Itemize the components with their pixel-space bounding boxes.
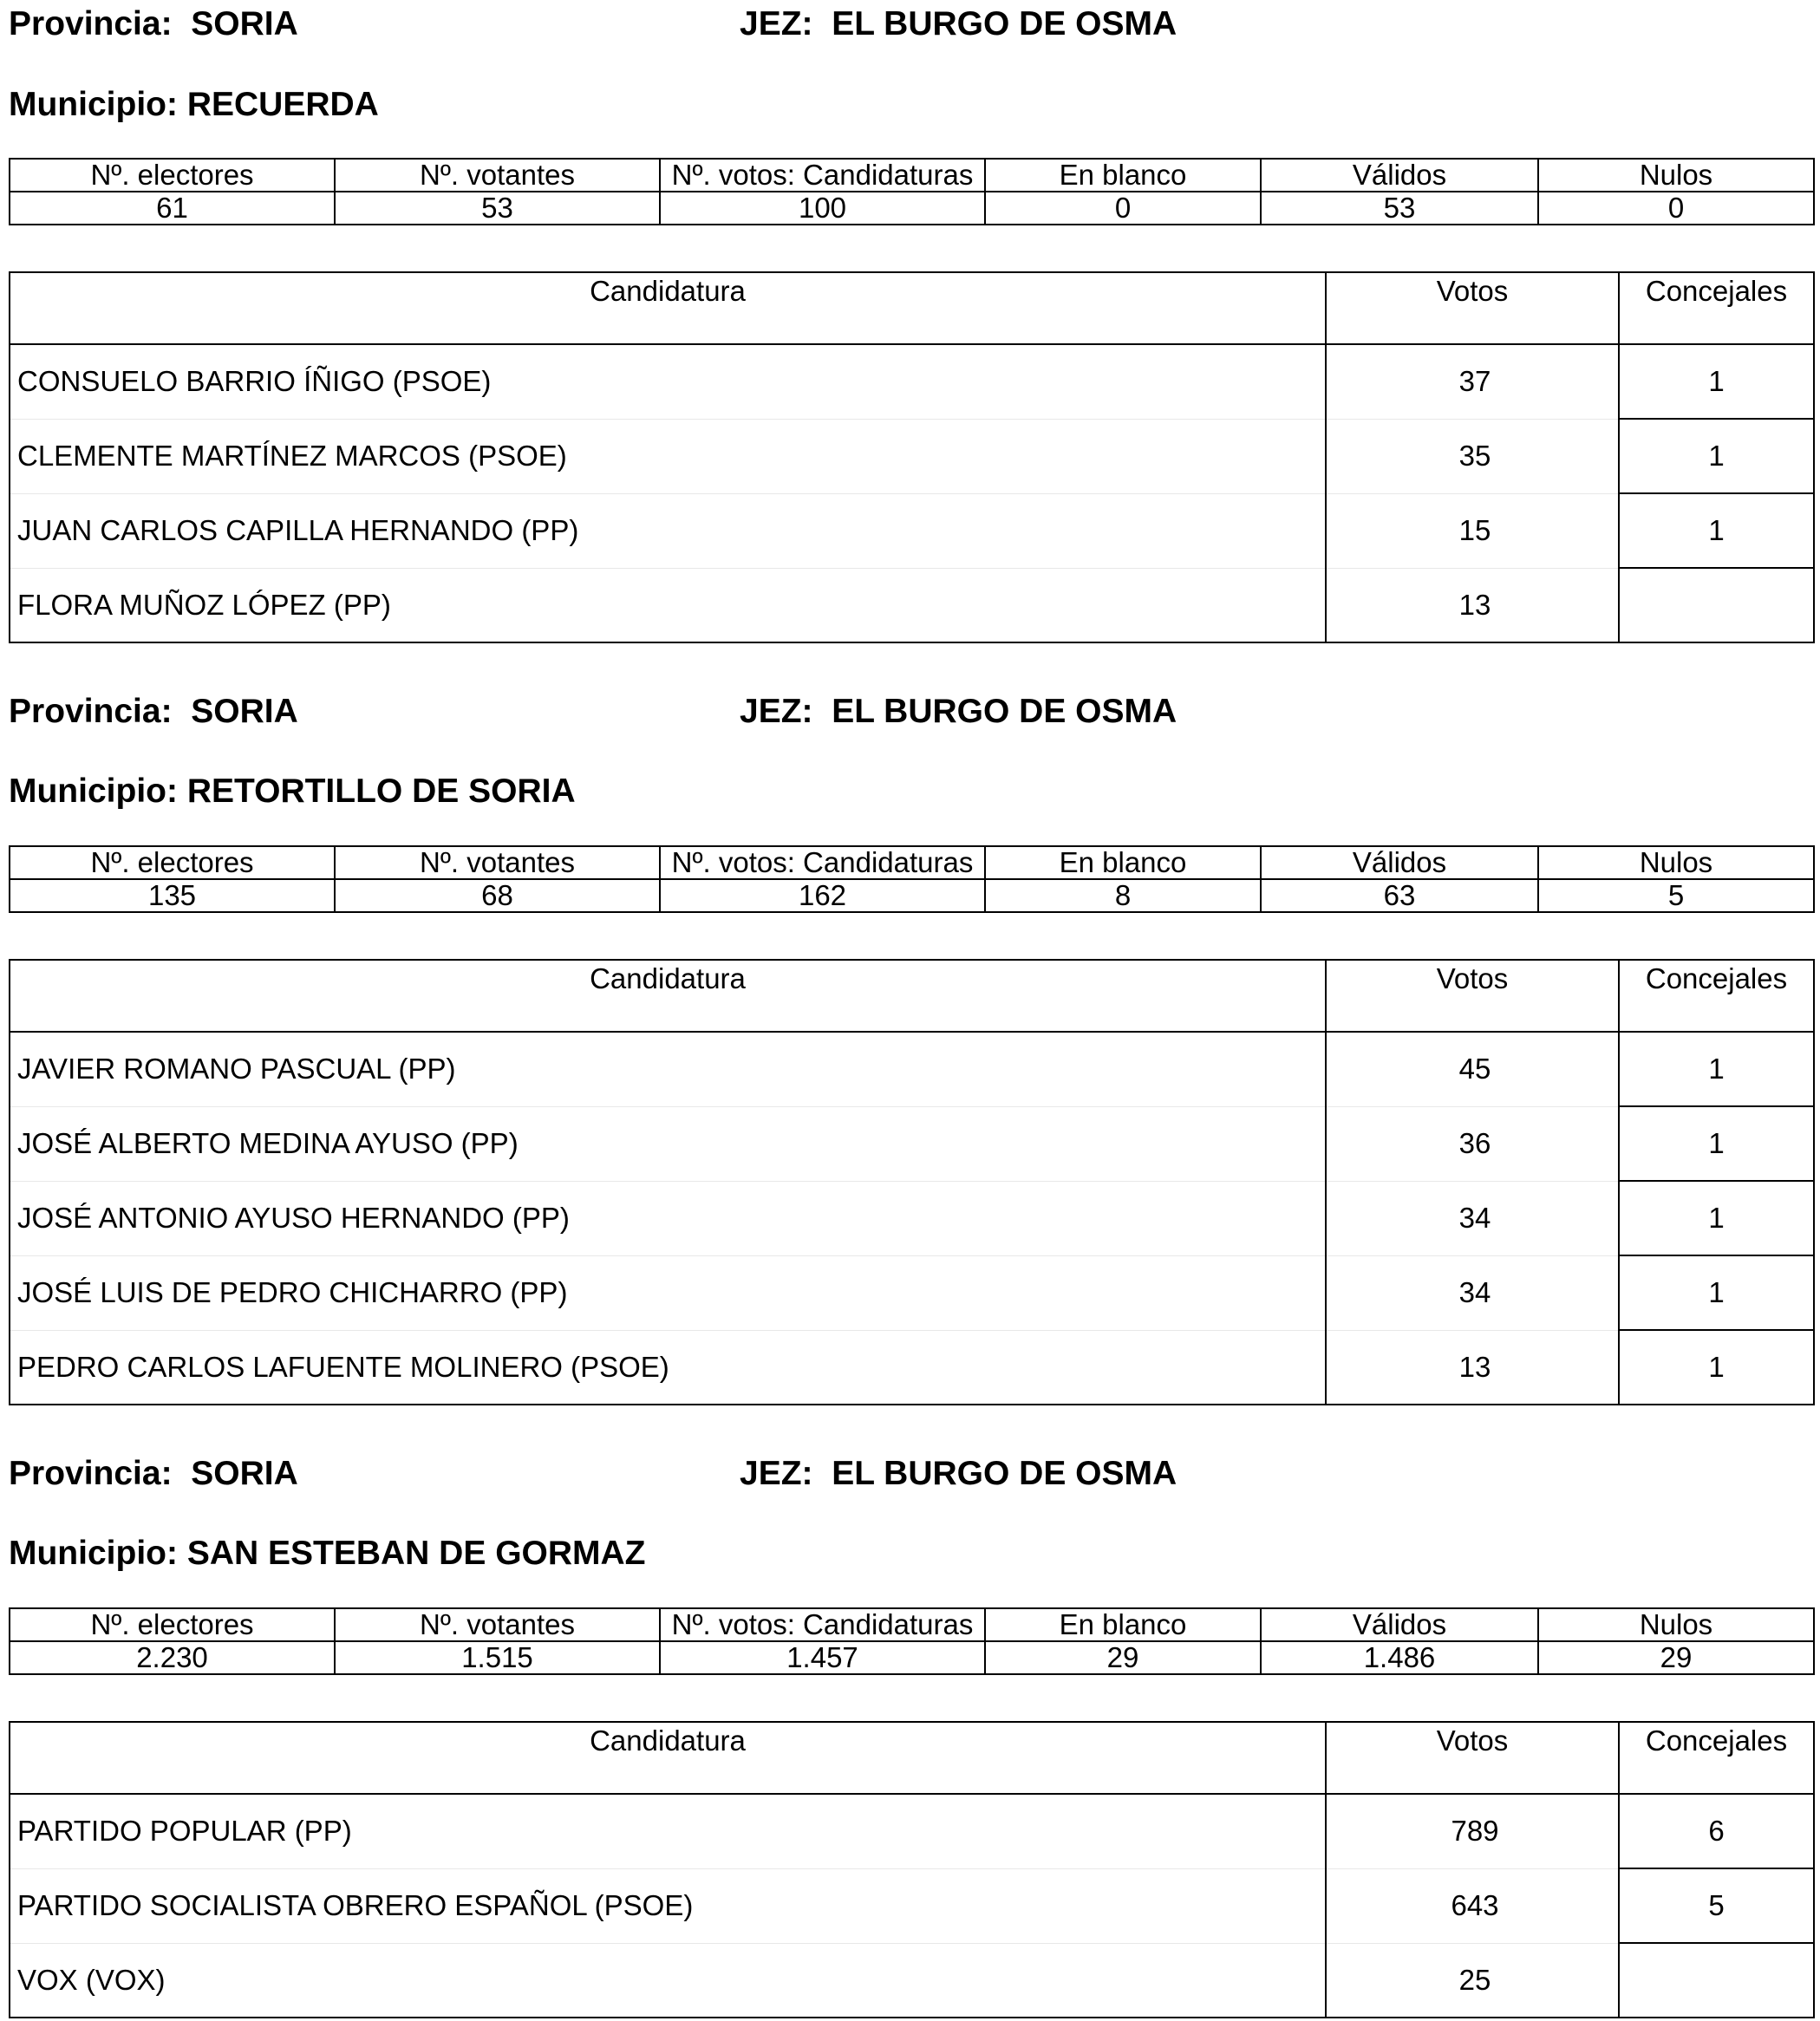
- candidate-votos: 34: [1326, 1255, 1619, 1330]
- candidate-concejales: 1: [1619, 1255, 1814, 1330]
- stats-table: [9, 845, 1815, 913]
- candidate-votos: 25: [1326, 1943, 1619, 2018]
- municipio-label: Municipio:: [9, 86, 178, 123]
- stats-header-nulos: Nulos: [1538, 159, 1814, 192]
- stats-header-electores: Nº. electores: [10, 1608, 335, 1641]
- provincia-label: Provincia:: [9, 1455, 173, 1492]
- stats-value-validos: 53: [1261, 192, 1538, 225]
- candidate-row: [10, 1943, 1814, 2018]
- stats-header-row: [10, 1608, 1814, 1641]
- candidate-votos: 37: [1326, 344, 1619, 419]
- candidate-concejales: 1: [1619, 493, 1814, 568]
- provincia-label: Provincia:: [9, 5, 173, 42]
- candidate-row: [10, 1330, 1814, 1405]
- stats-table: [9, 158, 1815, 225]
- candidate-row: [10, 568, 1814, 642]
- candidate-name: JOSÉ ANTONIO AYUSO HERNANDO (PP): [10, 1181, 1326, 1255]
- stats-header-votos-candidaturas: Nº. votos: Candidaturas: [660, 159, 985, 192]
- stats-value-electores: 61: [10, 192, 335, 225]
- provincia-heading: [9, 1457, 298, 1490]
- candidate-name: FLORA MUÑOZ LÓPEZ (PP): [10, 568, 1326, 642]
- candidate-name: JUAN CARLOS CAPILLA HERNANDO (PP): [10, 493, 1326, 568]
- header-concejales: Concejales: [1619, 272, 1814, 344]
- stats-header-votantes: Nº. votantes: [335, 846, 660, 879]
- provincia-heading: [9, 694, 298, 728]
- candidate-concejales: 1: [1619, 419, 1814, 493]
- municipio-label: Municipio:: [9, 1535, 178, 1572]
- jez-value: EL BURGO DE OSMA: [832, 693, 1177, 730]
- stats-value-electores: 2.230: [10, 1641, 335, 1674]
- stats-header-votantes: Nº. votantes: [335, 159, 660, 192]
- candidate-votos: 15: [1326, 493, 1619, 568]
- stats-value-row: [10, 1641, 1814, 1674]
- header-votos: Votos: [1326, 960, 1619, 1032]
- candidates-header-row: [10, 1722, 1814, 1794]
- stats-value-nulos: 0: [1538, 192, 1814, 225]
- jez-heading: [740, 1457, 1177, 1490]
- header-candidatura: Candidatura: [10, 272, 1326, 344]
- jez-value: EL BURGO DE OSMA: [832, 1455, 1177, 1492]
- stats-header-nulos: Nulos: [1538, 846, 1814, 879]
- candidate-votos: 34: [1326, 1181, 1619, 1255]
- candidate-row: [10, 419, 1814, 493]
- candidate-name: VOX (VOX): [10, 1943, 1326, 2018]
- candidate-votos: 45: [1326, 1032, 1619, 1106]
- candidate-row: [10, 493, 1814, 568]
- stats-value-nulos: 29: [1538, 1641, 1814, 1674]
- candidate-votos: 13: [1326, 1330, 1619, 1405]
- stats-value-votos-candidaturas: 162: [660, 879, 985, 912]
- candidate-concejales: 1: [1619, 1032, 1814, 1106]
- stats-header-nulos: Nulos: [1538, 1608, 1814, 1641]
- stats-header-votantes: Nº. votantes: [335, 1608, 660, 1641]
- jez-heading: [740, 7, 1177, 41]
- header-votos: Votos: [1326, 272, 1619, 344]
- municipio-value: RECUERDA: [186, 86, 379, 123]
- header-concejales: Concejales: [1619, 1722, 1814, 1794]
- candidate-concejales: [1619, 1943, 1814, 2018]
- candidates-table: [9, 271, 1815, 643]
- stats-value-votantes: 53: [335, 192, 660, 225]
- stats-value-validos: 1.486: [1261, 1641, 1538, 1674]
- stats-value-nulos: 5: [1538, 879, 1814, 912]
- stats-header-votos-candidaturas: Nº. votos: Candidaturas: [660, 1608, 985, 1641]
- stats-header-en-blanco: En blanco: [985, 846, 1261, 879]
- provincia-value: SORIA: [191, 1455, 298, 1492]
- candidate-votos: 13: [1326, 568, 1619, 642]
- municipio-value: SAN ESTEBAN DE GORMAZ: [186, 1535, 646, 1572]
- stats-value-en-blanco: 29: [985, 1641, 1261, 1674]
- candidate-concejales: 1: [1619, 344, 1814, 419]
- candidate-concejales: 1: [1619, 1330, 1814, 1405]
- stats-value-votos-candidaturas: 1.457: [660, 1641, 985, 1674]
- stats-value-validos: 63: [1261, 879, 1538, 912]
- candidate-concejales: 6: [1619, 1794, 1814, 1868]
- stats-header-row: [10, 846, 1814, 879]
- candidate-votos: 36: [1326, 1106, 1619, 1181]
- candidate-name: JOSÉ ALBERTO MEDINA AYUSO (PP): [10, 1106, 1326, 1181]
- jez-heading: [740, 694, 1177, 728]
- municipio-value: RETORTILLO DE SORIA: [186, 773, 576, 810]
- candidate-name: PARTIDO SOCIALISTA OBRERO ESPAÑOL (PSOE): [10, 1868, 1326, 1943]
- stats-header-row: [10, 159, 1814, 192]
- candidate-concejales: 1: [1619, 1181, 1814, 1255]
- candidate-name: PARTIDO POPULAR (PP): [10, 1794, 1326, 1868]
- stats-header-validos: Válidos: [1261, 159, 1538, 192]
- candidate-row: [10, 1255, 1814, 1330]
- provincia-heading: [9, 7, 298, 41]
- jez-value: EL BURGO DE OSMA: [832, 5, 1177, 42]
- header-concejales: Concejales: [1619, 960, 1814, 1032]
- candidates-header-row: [10, 272, 1814, 344]
- stats-value-row: [10, 192, 1814, 225]
- candidate-row: [10, 1032, 1814, 1106]
- stats-header-electores: Nº. electores: [10, 159, 335, 192]
- jez-label: JEZ:: [740, 1455, 813, 1492]
- stats-value-en-blanco: 0: [985, 192, 1261, 225]
- municipio-label: Municipio:: [9, 773, 178, 810]
- candidate-row: [10, 1181, 1814, 1255]
- candidate-row: [10, 1106, 1814, 1181]
- candidate-name: CONSUELO BARRIO ÍÑIGO (PSOE): [10, 344, 1326, 419]
- candidates-table: [9, 959, 1815, 1405]
- candidate-concejales: [1619, 568, 1814, 642]
- stats-header-electores: Nº. electores: [10, 846, 335, 879]
- provincia-label: Provincia:: [9, 693, 173, 730]
- stats-header-en-blanco: En blanco: [985, 159, 1261, 192]
- candidates-header-row: [10, 960, 1814, 1032]
- stats-value-votantes: 68: [335, 879, 660, 912]
- candidate-name: JAVIER ROMANO PASCUAL (PP): [10, 1032, 1326, 1106]
- candidate-name: PEDRO CARLOS LAFUENTE MOLINERO (PSOE): [10, 1330, 1326, 1405]
- candidate-row: [10, 1868, 1814, 1943]
- municipio-heading: [9, 774, 576, 808]
- municipio-heading: [9, 1536, 646, 1570]
- candidates-table: [9, 1721, 1815, 2018]
- stats-value-en-blanco: 8: [985, 879, 1261, 912]
- stats-header-validos: Válidos: [1261, 1608, 1538, 1641]
- candidate-name: CLEMENTE MARTÍNEZ MARCOS (PSOE): [10, 419, 1326, 493]
- municipio-heading: [9, 88, 379, 121]
- stats-value-votantes: 1.515: [335, 1641, 660, 1674]
- header-candidatura: Candidatura: [10, 960, 1326, 1032]
- candidate-votos: 789: [1326, 1794, 1619, 1868]
- stats-value-electores: 135: [10, 879, 335, 912]
- stats-header-votos-candidaturas: Nº. votos: Candidaturas: [660, 846, 985, 879]
- candidate-row: [10, 344, 1814, 419]
- stats-value-row: [10, 879, 1814, 912]
- jez-label: JEZ:: [740, 5, 813, 42]
- provincia-value: SORIA: [191, 5, 298, 42]
- candidate-name: JOSÉ LUIS DE PEDRO CHICHARRO (PP): [10, 1255, 1326, 1330]
- candidate-concejales: 5: [1619, 1868, 1814, 1943]
- stats-table: [9, 1607, 1815, 1675]
- candidate-votos: 35: [1326, 419, 1619, 493]
- candidate-concejales: 1: [1619, 1106, 1814, 1181]
- candidate-votos: 643: [1326, 1868, 1619, 1943]
- candidate-row: [10, 1794, 1814, 1868]
- header-candidatura: Candidatura: [10, 1722, 1326, 1794]
- stats-header-en-blanco: En blanco: [985, 1608, 1261, 1641]
- header-votos: Votos: [1326, 1722, 1619, 1794]
- provincia-value: SORIA: [191, 693, 298, 730]
- stats-header-validos: Válidos: [1261, 846, 1538, 879]
- stats-value-votos-candidaturas: 100: [660, 192, 985, 225]
- jez-label: JEZ:: [740, 693, 813, 730]
